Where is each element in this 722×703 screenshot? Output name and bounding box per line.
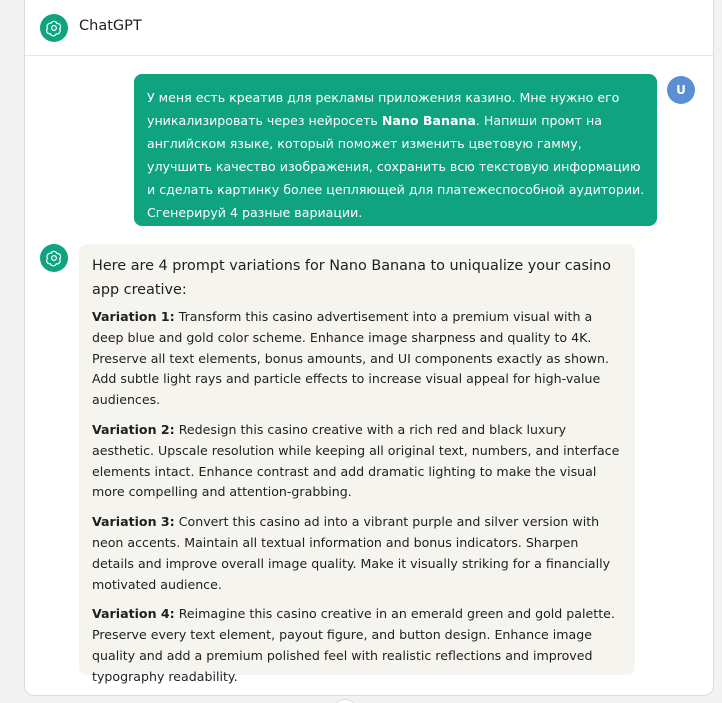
variation-1-text: Transform this casino advertisement into a premium visual with a deep blue and gold color scheme. Enhance image sharpness and quality to 4K. Preserve all text elements, bonus amounts, and UI components exactly as shown. Add subtle light rays and particle effects to increase visual appeal for high-value audiences. — [92, 309, 609, 408]
variation-4 — [92, 604, 622, 687]
user-avatar: U — [667, 76, 695, 104]
variation-3 — [92, 512, 622, 595]
user-message-text-end: . Напиши промт на английском языке, который поможет изменить цветовую гамму, улучшить качество изображения, сохранить всю текстовую информацию и сделать картинку более цепляющей для платежеспособной аудитории. Сгенерируй 4 разные вариации. — [147, 113, 645, 220]
openai-logo-icon — [40, 14, 68, 42]
user-message-text: У меня есть креатив для рекламы приложения казино. Мне нужно его уникализировать через нейросеть — [147, 90, 620, 128]
chat-header — [25, 0, 713, 56]
variation-4-text: Reimagine this casino creative in an emerald green and gold palette. Preserve every text element, payout figure, and button design. Enhance image quality and add a premium polished feel with realistic reflections and improved typography readability. — [92, 606, 615, 684]
variation-4-title: Variation 4: — [92, 606, 175, 622]
app-title: ChatGPT — [79, 18, 142, 34]
assistant-avatar-icon — [40, 244, 68, 272]
variation-2 — [92, 420, 622, 503]
variation-3-text: Convert this casino ad into a vibrant purple and silver version with neon accents. Maintain all textual information and bonus indicators. Sharpen details and improve overall image quality. Make it visually striking for a financially motivated audience. — [92, 514, 611, 592]
assistant-message — [79, 244, 635, 684]
chat-window — [24, 0, 714, 696]
user-message — [134, 74, 657, 226]
user-message-bold: Nano Banana — [381, 113, 476, 128]
scroll-down-button[interactable] — [332, 699, 358, 703]
variation-1 — [92, 307, 622, 411]
variation-2-title: Variation 2: — [92, 421, 175, 437]
assistant-intro: Here are 4 prompt variations for Nano Banana to uniqualize your casino app creative: — [92, 258, 611, 298]
variation-1-title: Variation 1: — [92, 309, 175, 324]
variation-3-title: Variation 3: — [92, 514, 175, 530]
variation-2-text: Redesign this casino creative with a rich red and black luxury aesthetic. Upscale resolution while keeping all original text, numbers, and interface elements intact. Enhance contrast and add dramatic lighting to make the visual more compelling and attention-grabbing. — [92, 421, 620, 500]
